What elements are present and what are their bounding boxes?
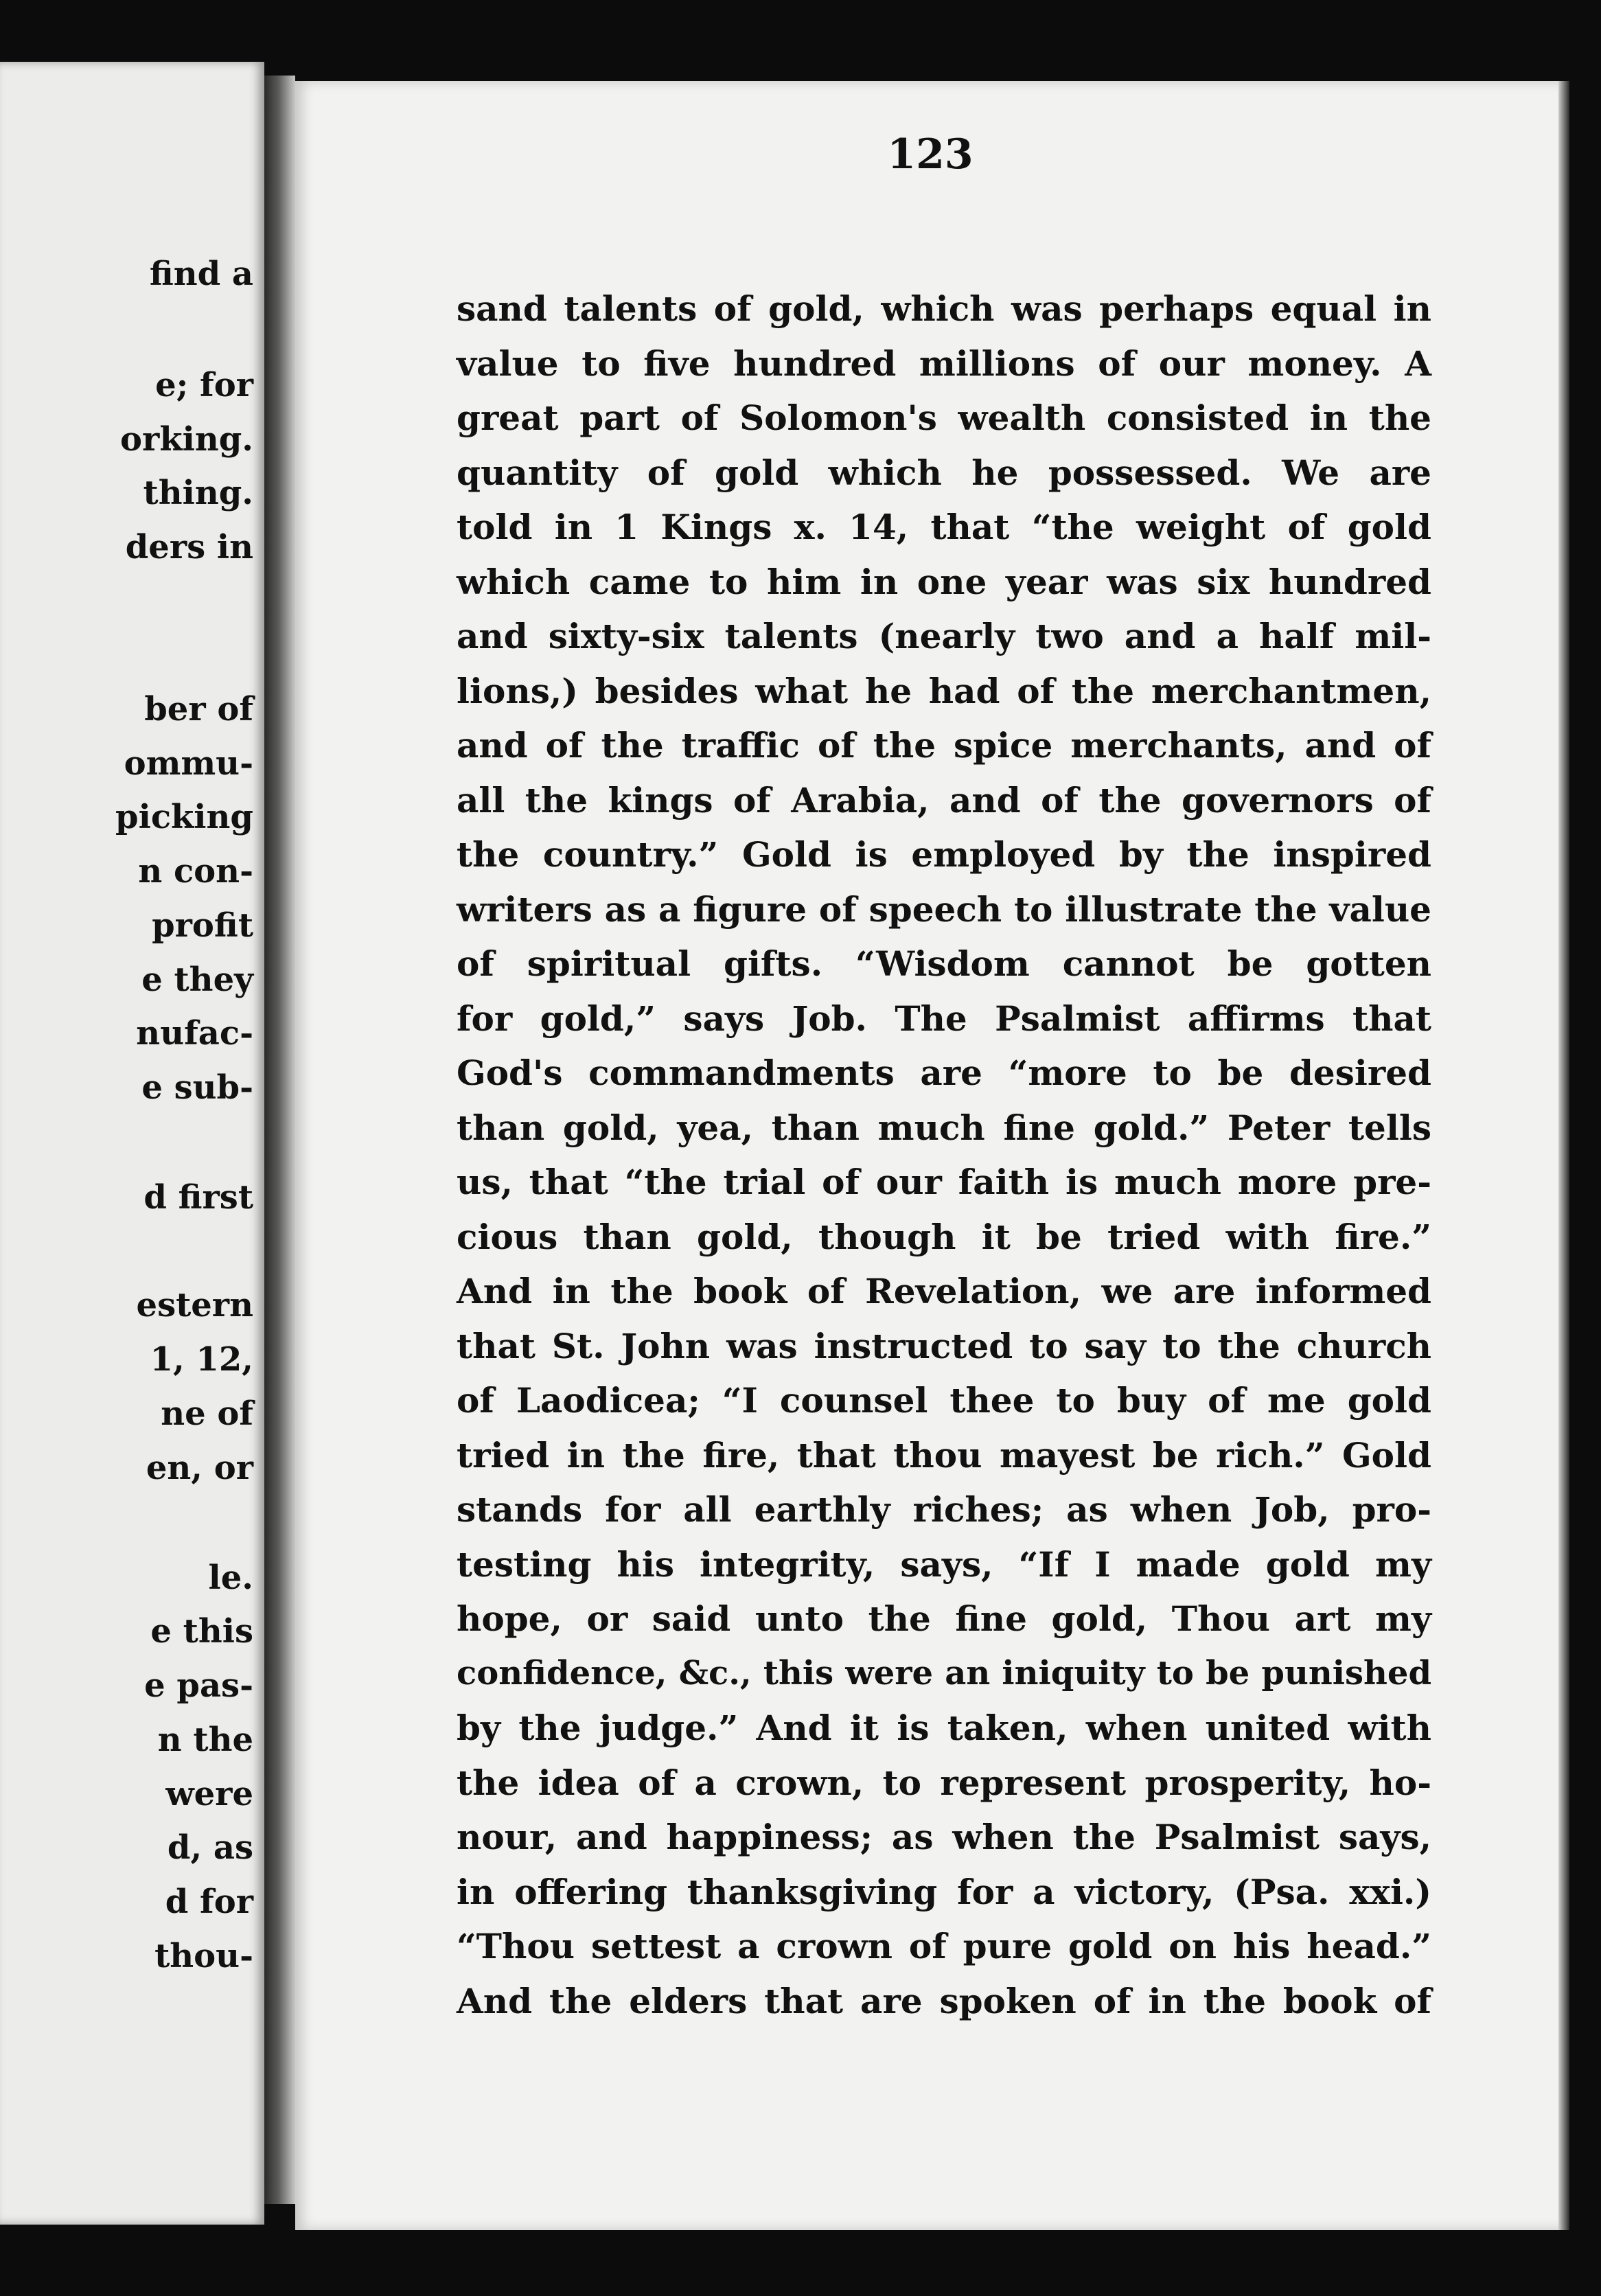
left-page-line: en, or (146, 1449, 253, 1487)
left-page-line: d, as (167, 1828, 253, 1867)
left-page-line: e they (141, 961, 253, 999)
book-gutter (264, 76, 295, 2204)
left-page-line: n con- (138, 852, 253, 891)
left-page-line: 1, 12, (150, 1340, 253, 1379)
body-line: than gold, yea, than much fine gold.” Peter tells (457, 1107, 1431, 1148)
left-page-line: thing. (143, 474, 253, 512)
body-line: of spiritual gifts. “Wisdom cannot be gotten (457, 943, 1431, 984)
body-line: told in 1 Kings x. 14, that “the weight of gold (457, 507, 1431, 547)
body-line: And the elders that are spoken of in the book of (457, 1981, 1431, 2021)
left-page-line: ommu- (124, 744, 253, 783)
body-line: which came to him in one year was six hundred (457, 562, 1431, 602)
left-page-line: ders in (125, 528, 253, 566)
left-page-line: e this (150, 1612, 253, 1651)
left-page-line: estern (136, 1286, 253, 1324)
body-line: for gold,” says Job. The Psalmist affirms that (457, 998, 1431, 1039)
body-line: value to five hundred millions of our money. A (457, 343, 1431, 384)
body-line: the country.” Gold is employed by the inspired (457, 834, 1431, 875)
body-line: by the judge.” And it is taken, when united with (457, 1708, 1431, 1748)
body-line: hope, or said unto the fine gold, Thou art my (457, 1598, 1431, 1639)
body-line: stands for all earthly riches; as when Job, pro- (457, 1489, 1431, 1530)
left-page-line: e pas- (144, 1666, 253, 1705)
left-page (0, 62, 264, 2225)
body-line: testing his integrity, says, “If I made gold my (457, 1544, 1431, 1585)
body-line: nour, and happiness; as when the Psalmist says, (457, 1817, 1431, 1857)
body-line: us, that “the trial of our faith is much more pre- (457, 1162, 1431, 1202)
body-line: writers as a figure of speech to illustrate the value (457, 889, 1431, 930)
left-page-line: n the (157, 1721, 253, 1759)
body-line: and sixty-six talents (nearly two and a half mil- (457, 616, 1431, 656)
left-page-line: orking. (120, 420, 253, 459)
left-page-line: picking (115, 798, 253, 836)
body-line: God's commandments are “more to be desired (457, 1053, 1431, 1093)
body-line: great part of Solomon's wealth consisted in the (457, 398, 1431, 438)
body-line: and of the traffic of the spice merchants, and of (457, 725, 1431, 766)
body-line: sand talents of gold, which was perhaps equal in (457, 288, 1431, 329)
page-edge-shadow (1558, 81, 1569, 2230)
left-page-line: nufac- (136, 1014, 253, 1053)
body-line: in offering thanksgiving for a victory, (Psa. xxi.) (457, 1872, 1431, 1912)
left-page-line: e sub- (141, 1068, 253, 1107)
body-line: the idea of a crown, to represent prosperity, ho- (457, 1763, 1431, 1803)
body-line: And in the book of Revelation, we are informed (457, 1271, 1431, 1311)
page-number: 123 (887, 130, 974, 179)
body-line: tried in the fire, that thou mayest be rich.” Gold (457, 1435, 1431, 1476)
body-line: of Laodicea; “I counsel thee to buy of me gold (457, 1380, 1431, 1421)
left-page-line: thou- (154, 1937, 253, 1975)
body-line: quantity of gold which he possessed. We are (457, 452, 1431, 493)
body-line: confidence, &c., this were an iniquity to be punished (457, 1654, 1431, 1692)
left-page-line: ber of (144, 690, 253, 728)
left-page-line: d for (165, 1883, 253, 1921)
body-line: lions,) besides what he had of the merchantmen, (457, 671, 1431, 711)
body-line: that St. John was instructed to say to the church (457, 1326, 1431, 1366)
left-page-line: find a (149, 255, 253, 293)
left-page-line: d first (143, 1178, 253, 1217)
body-line: cious than gold, though it be tried with fire.” (457, 1217, 1431, 1257)
left-page-line: ne of (161, 1394, 253, 1433)
left-page-line: profit (152, 906, 253, 945)
left-page-line: e; for (155, 366, 253, 404)
left-page-line: le. (208, 1559, 253, 1597)
body-line: all the kings of Arabia, and of the governors of (457, 780, 1431, 820)
left-page-line: were (165, 1775, 253, 1813)
body-line: “Thou settest a crown of pure gold on his head.” (457, 1926, 1431, 1966)
